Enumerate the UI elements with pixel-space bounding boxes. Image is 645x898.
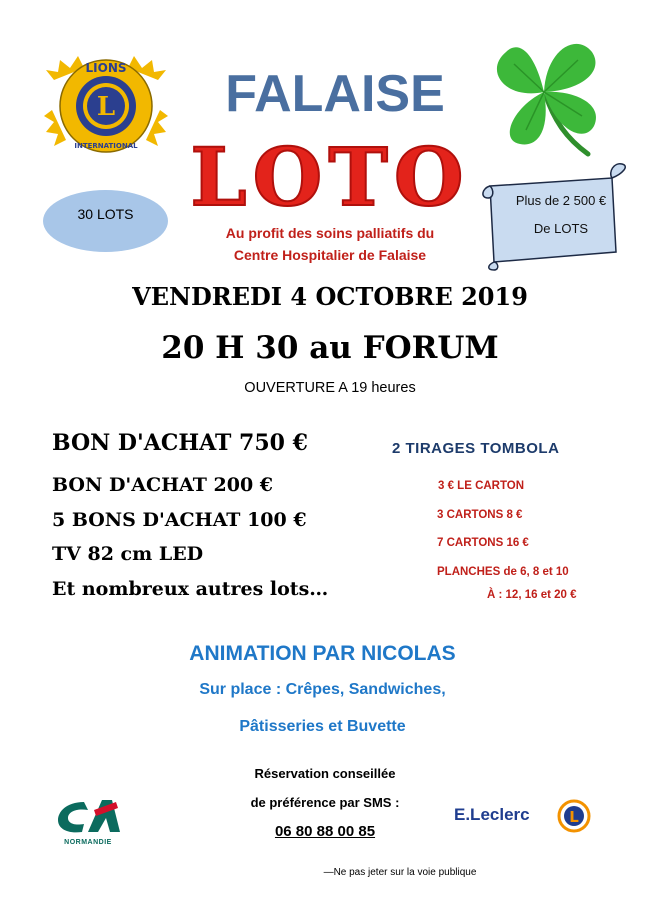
benefit-text (180, 222, 480, 266)
benefit-line-1: Au profit des soins palliatifs du (225, 225, 435, 241)
loto-title: LOTO (190, 130, 470, 224)
tombola-price-line: 3 CARTONS 8 € (437, 509, 523, 521)
phone-number: 06 80 88 00 85 (274, 823, 376, 840)
reservation-phone (180, 823, 470, 840)
lots-count-bubble (43, 190, 168, 252)
scroll-line-2: De LOTS (533, 221, 589, 236)
scroll-line-1: Plus de 2 500 € (515, 193, 607, 208)
svg-text:INTERNATIONAL: INTERNATIONAL (74, 142, 138, 150)
svg-text:L: L (96, 92, 116, 122)
prize-item: 5 BONS D'ACHAT 100 € (52, 509, 307, 531)
food-line-2: Pâtisseries et Buvette (239, 718, 406, 735)
leclerc-wordmark: E.Leclerc (454, 805, 530, 824)
benefit-line-2: Centre Hospitalier de Falaise (233, 247, 427, 263)
leclerc-logo (454, 797, 594, 837)
tombola-price-line: 7 CARTONS 16 € (437, 537, 529, 549)
svg-text:CA: CA (54, 796, 56, 797)
prize-item: BON D'ACHAT 750 € (52, 430, 308, 456)
scroll-banner (480, 162, 630, 272)
reservation-line-2: de préférence par SMS : (250, 795, 400, 810)
event-date: VENDREDI 4 OCTOBRE 2019 (132, 282, 528, 311)
tombola-price-line: À : 12, 16 et 20 € (487, 589, 577, 601)
opening-time: OUVERTURE A 19 heures (244, 380, 416, 396)
tombola-title: 2 TIRAGES TOMBOLA (392, 440, 560, 457)
prize-item: BON D'ACHAT 200 € (52, 474, 274, 496)
svg-text:L: L (569, 808, 579, 826)
animation-heading: ANIMATION PAR NICOLAS (189, 642, 456, 665)
reservation-line-1: Réservation conseillée (254, 766, 396, 781)
prize-item: TV 82 cm LED (52, 543, 204, 565)
footer-note: —Ne pas jeter sur la voie publique (323, 867, 477, 878)
prize-item: Et nombreux autres lots… (52, 578, 329, 600)
tombola-price-line: 3 € LE CARTON (438, 480, 525, 492)
tombola-price-line: PLANCHES de 6, 8 et 10 (437, 566, 569, 578)
food-line-1: Sur place : Crêpes, Sandwiches, (199, 681, 446, 698)
credit-agricole-region: NORMANDIE (64, 839, 112, 846)
event-city-title: FALAISE (225, 65, 445, 123)
svg-text:LIONS: LIONS (85, 61, 127, 75)
event-time-place: 20 H 30 au FORUM (161, 330, 499, 366)
lots-count-label: 30 LOTS (77, 206, 134, 222)
